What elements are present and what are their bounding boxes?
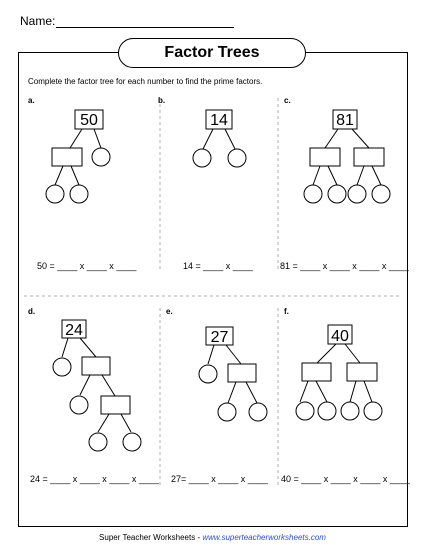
equation-text: 24 = ____ x ____ x ____ x ____ [30,474,159,484]
factor-box[interactable] [52,148,82,166]
factor-circle[interactable] [249,403,267,421]
factor-circle[interactable] [328,185,346,203]
number-value: 81 [336,112,354,129]
factor-circle[interactable] [296,402,314,420]
factor-circle[interactable] [199,365,217,383]
factor-box[interactable] [82,357,110,375]
instructions: Complete the factor tree for each number to find the prime factors. [28,77,263,86]
number-value: 24 [65,322,83,339]
problem-b-label: b. [158,96,166,105]
footer-site-name: Super Teacher Worksheets - [99,533,203,542]
factor-circle[interactable] [372,185,390,203]
factor-circle[interactable] [46,185,64,203]
factor-circle[interactable] [70,396,88,414]
name-label: Name: [20,14,56,28]
footer [0,533,425,542]
factor-box[interactable] [310,148,340,166]
problem-a-label: a. [28,96,35,105]
problem-e-label: e. [166,307,173,316]
number-value: 50 [80,112,98,129]
factor-box[interactable] [228,364,256,382]
factor-circle[interactable] [92,148,110,166]
factor-circle[interactable] [304,185,322,203]
factor-box[interactable] [354,148,384,166]
factor-circle[interactable] [364,402,382,420]
number-value: 27 [210,329,229,346]
number-value: 14 [210,112,228,129]
factor-circle[interactable] [193,149,211,167]
equation-text: 27= ____ x ____ x ____ [171,474,268,484]
equation-text: 81 = ____ x ____ x ____ x ____ [280,261,409,271]
factor-circle[interactable] [218,403,236,421]
page-title: Factor Trees [118,38,306,68]
factor-circle[interactable] [318,402,336,420]
factor-circle[interactable] [348,185,366,203]
problem-f-label: f. [284,307,289,316]
equation-text: 40 = ____ x ____ x ____ x ____ [281,474,410,484]
problem-c-label: c. [284,96,291,105]
equation-text: 14 = ____ x ____ [183,261,253,271]
factor-box[interactable] [101,396,130,414]
problem-d-label: d. [28,307,36,316]
factor-box[interactable] [347,363,377,381]
factor-circle[interactable] [228,149,246,167]
equation-text: 50 = ____ x ____ x ____ [37,261,137,271]
footer-url[interactable]: www.superteacherworksheets.com [202,533,326,542]
factor-circle[interactable] [53,358,71,376]
factor-circle[interactable] [341,402,359,420]
factor-box[interactable] [302,363,331,381]
factor-circle[interactable] [123,433,141,451]
number-value: 40 [331,328,349,345]
factor-circle[interactable] [70,185,88,203]
factor-circle[interactable] [89,433,107,451]
